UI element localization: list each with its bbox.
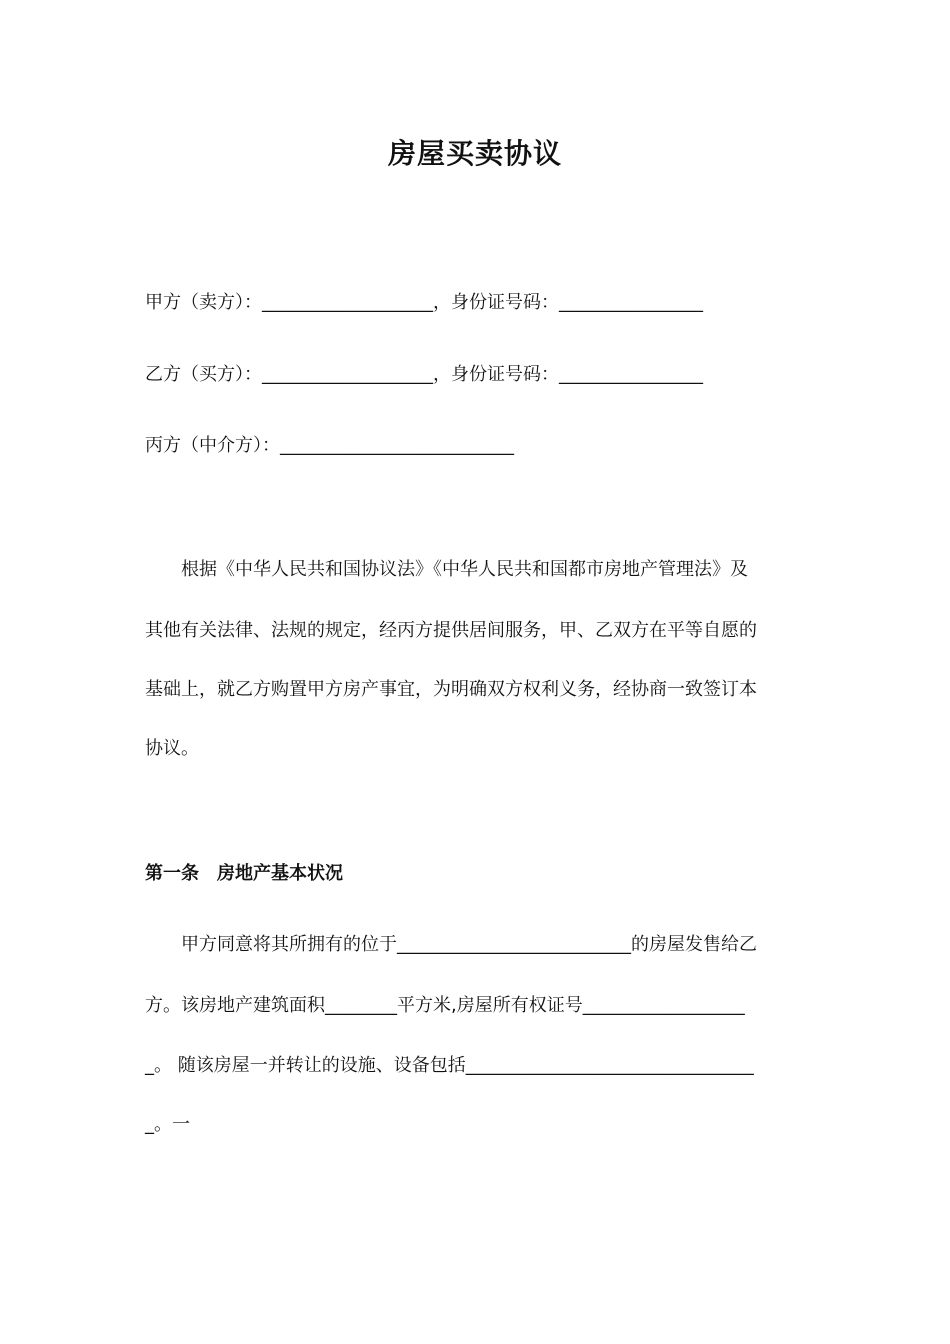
article-line: _。一	[145, 1114, 190, 1135]
article-line: 方。该房地产建筑面积________平方米,房屋所有权证号__________________	[145, 995, 745, 1016]
preamble-line: 根据《中华人民共和国协议法》《中华人民共和国都市房地产管理法》及	[181, 559, 748, 580]
preamble-line: 协议。	[145, 738, 199, 759]
preamble-line: 其他有关法律、法规的规定，经丙方提供居间服务，甲、乙双方在平等自愿的	[145, 620, 757, 641]
article-heading: 第一条 房地产基本状况	[145, 863, 343, 884]
party-a-line: 甲方（卖方）：___________________，身份证号码：________________	[145, 292, 703, 313]
party-c-line: 丙方（中介方）：__________________________	[145, 435, 514, 456]
article-line: 甲方同意将其所拥有的位于__________________________的房屋发售给乙	[181, 934, 757, 955]
party-b-line: 乙方（买方）：___________________，身份证号码：________________	[145, 364, 703, 385]
preamble-line: 基础上，就乙方购置甲方房产事宜，为明确双方权利义务，经协商一致签订本	[145, 679, 757, 700]
document-title: 房屋买卖协议	[387, 137, 562, 170]
article-line: _。 随该房屋一并转让的设施、设备包括________________________________	[145, 1055, 754, 1076]
